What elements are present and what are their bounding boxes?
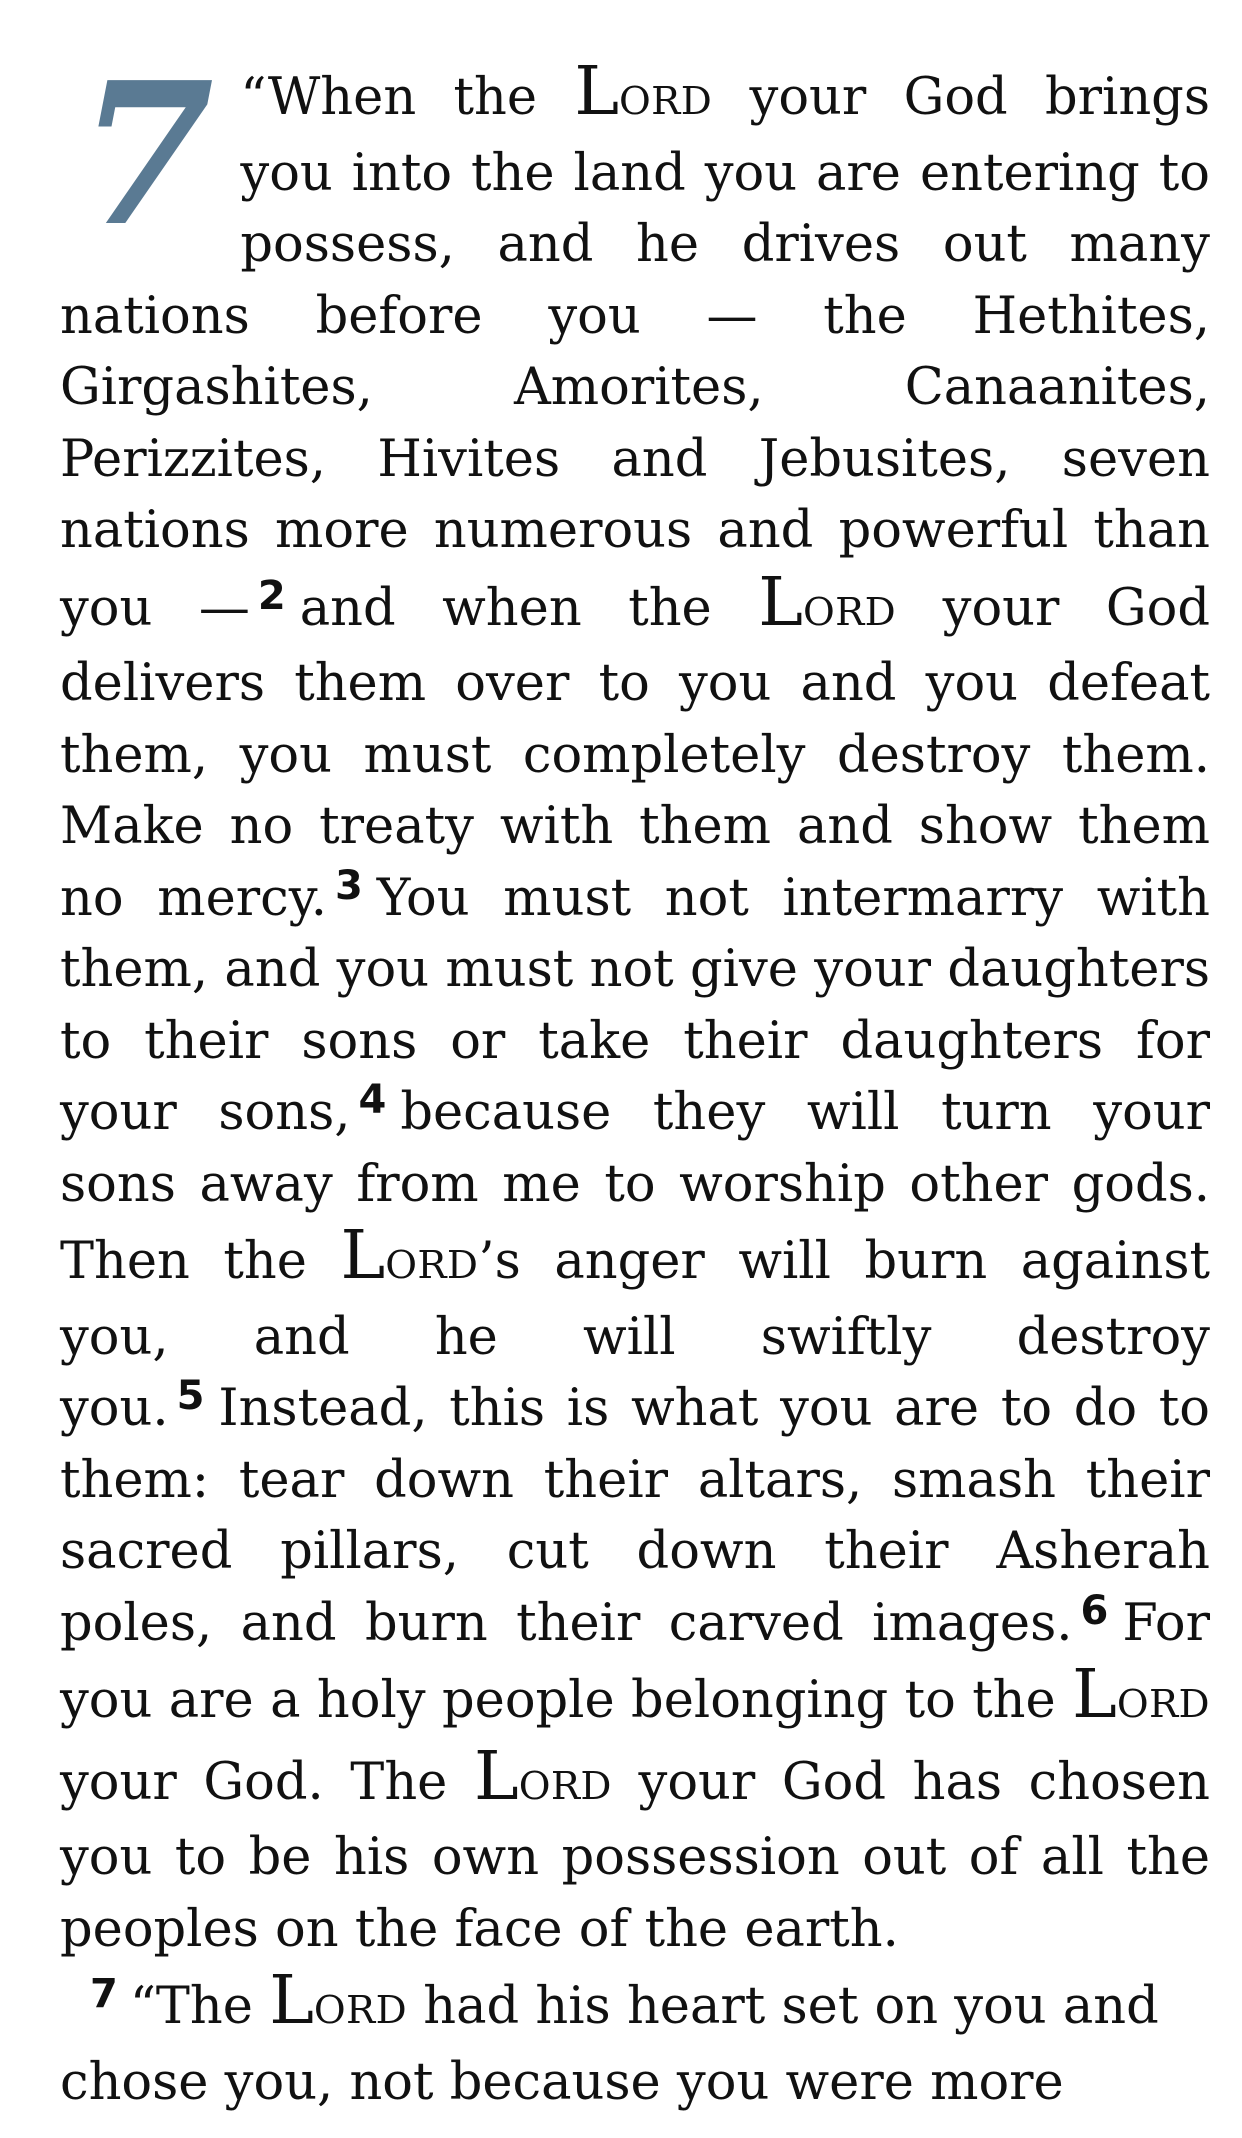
- divine-name-smallcaps: ORD: [518, 1763, 612, 1809]
- verse-text: your God has chosen you to be his own possession out of all the peoples on the face of the earth.: [60, 1752, 1210, 1959]
- verse-text: your God brings you into the land you are entering to possess, and he drives out many nations before you — the Hethites, Girgashites, Amorites, Canaanites, Perizzites, Hivites and Jebusites, seven nations more numerous and powerful than you —: [60, 68, 1210, 638]
- verse-number: 4: [358, 1077, 387, 1123]
- verse-text: You must not intermarry with them, and you must not give your daughters to their sons or take their daughters for your sons,: [60, 868, 1211, 1142]
- chapter-number-dropcap: 7: [78, 40, 215, 270]
- divine-name-initial: L: [758, 562, 803, 641]
- verse-text: your God delivers them over to you and you defeat them, you must completely destroy them. Make no treaty with them and show them no mercy.: [60, 578, 1210, 928]
- divine-name-initial: L: [340, 1216, 386, 1294]
- verse-number: 6: [1080, 1587, 1109, 1634]
- divine-name-smallcaps: ORD: [1116, 1682, 1210, 1727]
- verse-text: had his heart set on you and chose you, not because you were more: [60, 1977, 1159, 2112]
- verse-number: 3: [334, 862, 363, 909]
- verse-text: and when the: [299, 578, 759, 638]
- verse-text: “The: [129, 1977, 270, 2036]
- verse-text: because they will turn your sons away from me to worship other gods. Then the: [60, 1083, 1210, 1291]
- divine-name-smallcaps: ORD: [313, 1988, 408, 2033]
- divine-name-initial: L: [1072, 1655, 1117, 1733]
- divine-name-initial: L: [269, 1961, 314, 2039]
- divine-name-smallcaps: ORD: [802, 589, 897, 635]
- verse-text: ’s anger will burn against you, and he will swiftly destroy you.: [60, 1232, 1210, 1438]
- divine-name-smallcaps: ORD: [619, 79, 713, 124]
- verse-text: Instead, this is what you are to do to them: tear down their altars, smash their sacred pillars, cut down their Asherah poles, and burn their carved images.: [60, 1379, 1210, 1653]
- verse-text: “When the: [240, 68, 575, 127]
- verse-number: 7: [90, 1971, 118, 2017]
- divine-name-initial: L: [574, 52, 620, 130]
- scripture-text: [60, 40, 1211, 2118]
- divine-name-smallcaps: ORD: [385, 1243, 479, 1288]
- verse-number: 2: [257, 572, 286, 619]
- divine-name-initial: L: [474, 1736, 519, 1815]
- verse-text: your God. The: [60, 1752, 474, 1812]
- verse-number: 5: [176, 1373, 205, 1419]
- verse-text: For you are a holy people belonging to the: [60, 1593, 1210, 1730]
- paragraph: [60, 40, 1211, 1965]
- paragraph: [60, 1961, 1210, 2118]
